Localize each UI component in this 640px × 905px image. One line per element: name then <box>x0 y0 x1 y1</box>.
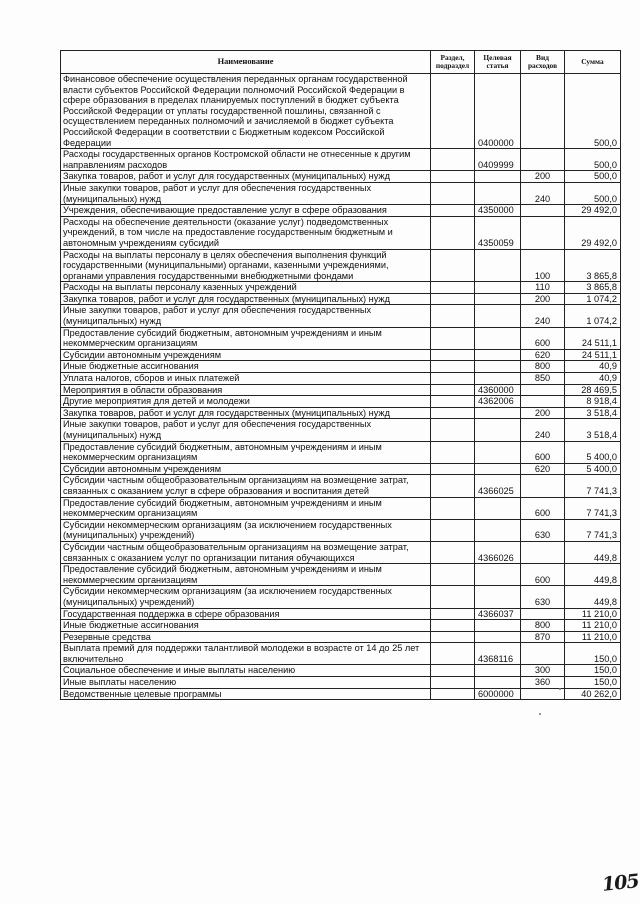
row-article-cell: 4366025 <box>475 475 521 497</box>
row-sum-cell: 1 074,2 <box>565 305 621 327</box>
table-row <box>61 441 621 463</box>
row-sum-cell: 8 918,4 <box>565 396 621 408</box>
row-name-cell: Расходы государственных органов Костромской области не отнесенные к другим направлениям расходов <box>61 149 431 171</box>
row-expense-type-cell <box>521 205 565 217</box>
row-article-cell <box>475 631 521 643</box>
row-expense-type-cell <box>521 608 565 620</box>
row-name-cell: Уплата налогов, сборов и иных платежей <box>61 373 431 385</box>
row-expense-type-cell: 800 <box>521 620 565 632</box>
row-section-cell <box>431 282 475 294</box>
row-name-cell: Субсидии автономным учреждениям <box>61 349 431 361</box>
row-article-cell <box>475 305 521 327</box>
row-section-cell <box>431 419 475 441</box>
row-sum-cell: 5 400,0 <box>565 463 621 475</box>
row-article-cell: 0400000 <box>475 74 521 149</box>
table-row <box>61 327 621 349</box>
row-article-cell <box>475 564 521 586</box>
row-sum-cell: 24 511,1 <box>565 327 621 349</box>
table-row <box>61 665 621 677</box>
row-expense-type-cell: 600 <box>521 327 565 349</box>
row-section-cell <box>431 361 475 373</box>
row-section-cell <box>431 475 475 497</box>
row-expense-type-cell: 200 <box>521 171 565 183</box>
table-row <box>61 74 621 149</box>
row-sum-cell: 150,0 <box>565 665 621 677</box>
row-section-cell <box>431 564 475 586</box>
row-article-cell <box>475 441 521 463</box>
table-row <box>61 249 621 282</box>
row-expense-type-cell: 600 <box>521 441 565 463</box>
table-row <box>61 373 621 385</box>
row-section-cell <box>431 349 475 361</box>
row-section-cell <box>431 519 475 541</box>
row-section-cell <box>431 631 475 643</box>
table-row <box>61 293 621 305</box>
table-row <box>61 541 621 563</box>
row-sum-cell: 11 210,0 <box>565 631 621 643</box>
row-name-cell: Предоставление субсидий бюджетным, автономным учреждениям и иным некоммерческим организациям <box>61 564 431 586</box>
row-name-cell: Иные закупки товаров, работ и услуг для обеспечения государственных (муниципальных) нужд <box>61 305 431 327</box>
row-name-cell: Иные бюджетные ассигнования <box>61 361 431 373</box>
header-sum: Сумма <box>565 51 621 74</box>
row-article-cell <box>475 249 521 282</box>
row-article-cell <box>475 677 521 689</box>
row-sum-cell: 29 492,0 <box>565 216 621 249</box>
row-name-cell: Социальное обеспечение и иные выплаты населению <box>61 665 431 677</box>
row-expense-type-cell: 600 <box>521 497 565 519</box>
row-article-cell <box>475 182 521 204</box>
row-expense-type-cell: 630 <box>521 586 565 608</box>
table-row <box>61 182 621 204</box>
row-section-cell <box>431 293 475 305</box>
row-article-cell: 4350059 <box>475 216 521 249</box>
row-name-cell: Резервные средства <box>61 631 431 643</box>
scan-speck <box>539 713 541 715</box>
table-row <box>61 688 621 700</box>
row-article-cell: 4350000 <box>475 205 521 217</box>
table-row <box>61 463 621 475</box>
table-header-row <box>61 51 621 74</box>
row-article-cell: 4360000 <box>475 384 521 396</box>
row-name-cell: Государственная поддержка в сфере образования <box>61 608 431 620</box>
row-expense-type-cell: 630 <box>521 519 565 541</box>
row-expense-type-cell <box>521 396 565 408</box>
header-expense-type: Вид расходов <box>521 51 565 74</box>
row-name-cell: Предоставление субсидий бюджетным, автономным учреждениям и иным некоммерческим организациям <box>61 327 431 349</box>
row-article-cell <box>475 293 521 305</box>
row-name-cell: Субсидии некоммерческим организациям (за исключением государственных (муниципальных) учреждений) <box>61 519 431 541</box>
row-sum-cell: 500,0 <box>565 171 621 183</box>
table-row <box>61 564 621 586</box>
row-sum-cell: 7 741,3 <box>565 497 621 519</box>
table-body <box>61 74 621 700</box>
row-article-cell <box>475 349 521 361</box>
table-row <box>61 216 621 249</box>
row-expense-type-cell: 870 <box>521 631 565 643</box>
row-section-cell <box>431 441 475 463</box>
header-article: Целевая статья <box>475 51 521 74</box>
table-row <box>61 475 621 497</box>
row-expense-type-cell: 200 <box>521 293 565 305</box>
row-sum-cell: 500,0 <box>565 74 621 149</box>
row-article-cell <box>475 327 521 349</box>
row-name-cell: Расходы на выплаты персоналу казенных учреждений <box>61 282 431 294</box>
row-sum-cell: 7 741,3 <box>565 475 621 497</box>
row-section-cell <box>431 373 475 385</box>
row-sum-cell: 3 518,4 <box>565 419 621 441</box>
row-name-cell: Субсидии автономным учреждениям <box>61 463 431 475</box>
row-name-cell: Иные бюджетные ассигнования <box>61 620 431 632</box>
row-article-cell <box>475 586 521 608</box>
row-section-cell <box>431 327 475 349</box>
row-article-cell <box>475 171 521 183</box>
table-row <box>61 620 621 632</box>
table-row <box>61 349 621 361</box>
table-row <box>61 171 621 183</box>
table-row <box>61 149 621 171</box>
row-article-cell <box>475 463 521 475</box>
row-article-cell <box>475 361 521 373</box>
header-section: Раздел, подраздел <box>431 51 475 74</box>
row-sum-cell: 449,8 <box>565 564 621 586</box>
row-section-cell <box>431 665 475 677</box>
row-sum-cell: 11 210,0 <box>565 620 621 632</box>
table-row <box>61 497 621 519</box>
page-number: 105 <box>600 870 640 896</box>
row-section-cell <box>431 149 475 171</box>
row-expense-type-cell: 620 <box>521 349 565 361</box>
row-section-cell <box>431 463 475 475</box>
row-name-cell: Субсидии частным общеобразовательным организациям на возмещение затрат, связанных с оказанием услуг по организации питания обучающихся <box>61 541 431 563</box>
row-section-cell <box>431 608 475 620</box>
row-article-cell <box>475 519 521 541</box>
row-expense-type-cell <box>521 149 565 171</box>
row-section-cell <box>431 620 475 632</box>
row-article-cell <box>475 665 521 677</box>
row-section-cell <box>431 407 475 419</box>
row-name-cell: Финансовое обеспечение осуществления переданных органам государственной власти субъектов Российской Федерации полномочий Российской Федерации в сфере образования в пределах планируемых поступлений в бюджет субъекта Российской Федерации от уплаты государственной пошлины, связанной с осуществлением переданных полномочий и зачисляемой в бюджет субъекта Российской Федерации в соответствии с Бюджетным кодексом Российской Федерации <box>61 74 431 149</box>
row-sum-cell: 29 492,0 <box>565 205 621 217</box>
row-expense-type-cell: 360 <box>521 677 565 689</box>
row-article-cell: 4366026 <box>475 541 521 563</box>
table-row <box>61 205 621 217</box>
row-name-cell: Другие мероприятия для детей и молодежи <box>61 396 431 408</box>
row-sum-cell: 5 400,0 <box>565 441 621 463</box>
row-expense-type-cell: 240 <box>521 419 565 441</box>
row-section-cell <box>431 396 475 408</box>
row-article-cell: 4366037 <box>475 608 521 620</box>
row-article-cell <box>475 620 521 632</box>
table-row <box>61 586 621 608</box>
row-expense-type-cell <box>521 384 565 396</box>
row-article-cell <box>475 419 521 441</box>
row-sum-cell: 40,9 <box>565 361 621 373</box>
row-sum-cell: 3 518,4 <box>565 407 621 419</box>
row-section-cell <box>431 305 475 327</box>
row-expense-type-cell: 850 <box>521 373 565 385</box>
row-expense-type-cell: 110 <box>521 282 565 294</box>
row-section-cell <box>431 182 475 204</box>
row-section-cell <box>431 586 475 608</box>
budget-table <box>60 50 621 700</box>
row-name-cell: Учреждения, обеспечивающие предоставление услуг в сфере образования <box>61 205 431 217</box>
row-expense-type-cell: 240 <box>521 305 565 327</box>
row-section-cell <box>431 216 475 249</box>
row-name-cell: Ведомственные целевые программы <box>61 688 431 700</box>
table-row <box>61 608 621 620</box>
table-row <box>61 407 621 419</box>
row-sum-cell: 40 262,0 <box>565 688 621 700</box>
table-row <box>61 519 621 541</box>
row-expense-type-cell <box>521 541 565 563</box>
row-section-cell <box>431 74 475 149</box>
row-name-cell: Субсидии некоммерческим организациям (за исключением государственных (муниципальных) учреждений) <box>61 586 431 608</box>
row-name-cell: Предоставление субсидий бюджетным, автономным учреждениям и иным некоммерческим организациям <box>61 497 431 519</box>
scan-speck <box>559 688 561 690</box>
header-name: Наименование <box>61 51 431 74</box>
row-section-cell <box>431 677 475 689</box>
row-sum-cell: 3 865,8 <box>565 282 621 294</box>
row-name-cell: Расходы на выплаты персоналу в целях обеспечения выполнения функций государственными (муниципальными) органами, казенными учреждениями, органами управления государственными внебюджетными фондами <box>61 249 431 282</box>
row-expense-type-cell: 600 <box>521 564 565 586</box>
table-row <box>61 396 621 408</box>
row-sum-cell: 11 210,0 <box>565 608 621 620</box>
table-row <box>61 282 621 294</box>
row-expense-type-cell: 300 <box>521 665 565 677</box>
row-expense-type-cell: 100 <box>521 249 565 282</box>
row-section-cell <box>431 171 475 183</box>
row-article-cell: 4368116 <box>475 643 521 665</box>
row-article-cell: 0409999 <box>475 149 521 171</box>
row-section-cell <box>431 688 475 700</box>
row-name-cell: Иные закупки товаров, работ и услуг для обеспечения государственных (муниципальных) нужд <box>61 419 431 441</box>
row-expense-type-cell <box>521 475 565 497</box>
row-name-cell: Иные выплаты населению <box>61 677 431 689</box>
row-sum-cell: 24 511,1 <box>565 349 621 361</box>
row-name-cell: Закупка товаров, работ и услуг для государственных (муниципальных) нужд <box>61 407 431 419</box>
row-section-cell <box>431 384 475 396</box>
row-sum-cell: 40,9 <box>565 373 621 385</box>
row-sum-cell: 150,0 <box>565 677 621 689</box>
row-name-cell: Выплата премий для поддержки талантливой молодежи в возрасте от 14 до 25 лет включительно <box>61 643 431 665</box>
row-sum-cell: 150,0 <box>565 643 621 665</box>
table-row <box>61 384 621 396</box>
row-expense-type-cell: 620 <box>521 463 565 475</box>
row-section-cell <box>431 205 475 217</box>
table-row <box>61 631 621 643</box>
row-name-cell: Закупка товаров, работ и услуг для государственных (муниципальных) нужд <box>61 293 431 305</box>
row-sum-cell: 500,0 <box>565 182 621 204</box>
row-article-cell <box>475 407 521 419</box>
row-sum-cell: 500,0 <box>565 149 621 171</box>
table-row <box>61 419 621 441</box>
row-article-cell <box>475 373 521 385</box>
row-expense-type-cell: 200 <box>521 407 565 419</box>
row-article-cell <box>475 282 521 294</box>
row-expense-type-cell <box>521 216 565 249</box>
row-name-cell: Расходы на обеспечение деятельности (оказание услуг) подведомственных учреждений, в том числе на предоставление государственным бюджетным и автономным учреждениям субсидий <box>61 216 431 249</box>
row-sum-cell: 3 865,8 <box>565 249 621 282</box>
table-row <box>61 677 621 689</box>
row-section-cell <box>431 249 475 282</box>
row-name-cell: Субсидии частным общеобразовательным организациям на возмещение затрат, связанных с оказанием услуг в сфере образования и воспитания детей <box>61 475 431 497</box>
row-expense-type-cell: 240 <box>521 182 565 204</box>
row-section-cell <box>431 541 475 563</box>
row-article-cell: 4362006 <box>475 396 521 408</box>
row-article-cell: 6000000 <box>475 688 521 700</box>
row-name-cell: Закупка товаров, работ и услуг для государственных (муниципальных) нужд <box>61 171 431 183</box>
row-sum-cell: 7 741,3 <box>565 519 621 541</box>
table-row <box>61 361 621 373</box>
row-sum-cell: 1 074,2 <box>565 293 621 305</box>
row-expense-type-cell: 800 <box>521 361 565 373</box>
row-name-cell: Мероприятия в области образования <box>61 384 431 396</box>
row-section-cell <box>431 643 475 665</box>
row-expense-type-cell <box>521 74 565 149</box>
row-section-cell <box>431 497 475 519</box>
row-expense-type-cell <box>521 688 565 700</box>
table-row <box>61 305 621 327</box>
row-sum-cell: 449,8 <box>565 586 621 608</box>
table-row <box>61 643 621 665</box>
row-name-cell: Иные закупки товаров, работ и услуг для обеспечения государственных (муниципальных) нужд <box>61 182 431 204</box>
row-sum-cell: 28 469,5 <box>565 384 621 396</box>
row-expense-type-cell <box>521 643 565 665</box>
row-name-cell: Предоставление субсидий бюджетным, автономным учреждениям и иным некоммерческим организациям <box>61 441 431 463</box>
row-sum-cell: 449,8 <box>565 541 621 563</box>
row-article-cell <box>475 497 521 519</box>
